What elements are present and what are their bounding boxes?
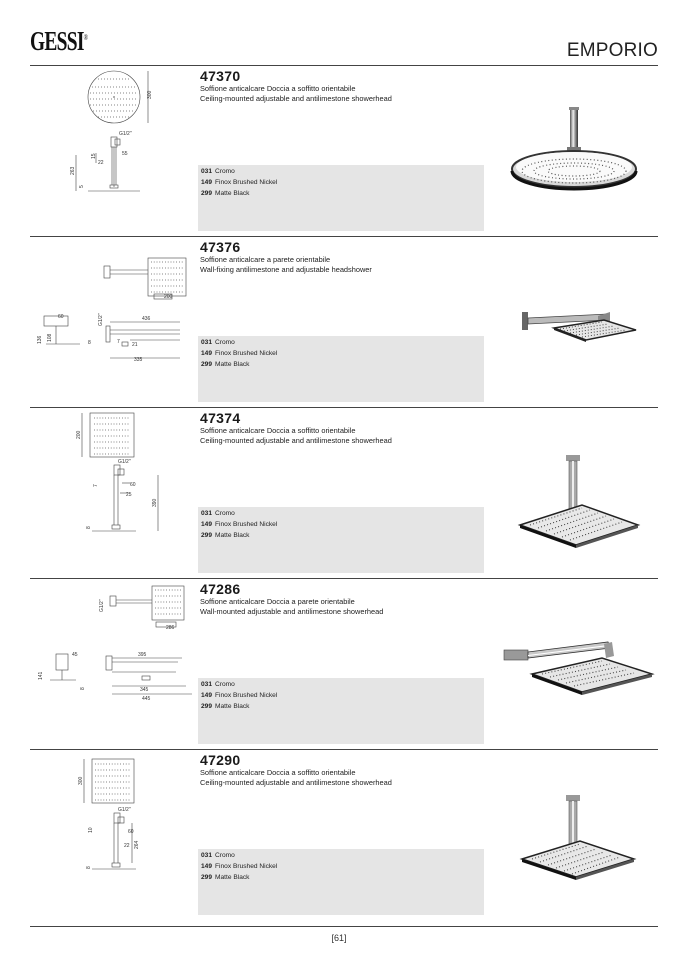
dim-label: 8 (86, 866, 92, 869)
dim-label: 60 (130, 482, 136, 488)
nozzle-pattern (155, 590, 181, 614)
finish-item: 031 Cromo (201, 681, 235, 688)
dim-label: 45 (72, 652, 78, 658)
product-photo (498, 429, 658, 569)
finish-item: 299 Matte Black (201, 874, 250, 881)
product-code: 47370 (200, 68, 241, 84)
description-english: Wall-fixing antilimestone and adjustable headshower (200, 265, 372, 274)
finish-item: 299 Matte Black (201, 532, 250, 539)
dim-label: 286 (166, 625, 175, 631)
collection-title: EMPORIO (566, 40, 658, 61)
product-code: 47374 (200, 410, 241, 426)
finish-item: 031 Cromo (201, 852, 235, 859)
nozzle-pattern (95, 764, 131, 800)
product-47290 (30, 751, 658, 922)
brand-name: GESSI (30, 26, 84, 56)
dim-label: 60 (128, 829, 134, 835)
nozzle-pattern (151, 262, 183, 292)
brand-logo (30, 26, 87, 57)
divider (30, 926, 658, 927)
page-number: [61] (331, 933, 347, 943)
finish-item: 149 Finox Brushed Nickel (201, 521, 278, 528)
finish-item: 149 Finox Brushed Nickel (201, 179, 278, 186)
dim-label: 436 (142, 316, 151, 322)
finish-item: 299 Matte Black (201, 190, 250, 197)
product-code: 47286 (200, 581, 241, 597)
product-code: 47376 (200, 239, 241, 255)
nozzle-pattern (90, 79, 138, 117)
dim-label: 264 (134, 840, 140, 849)
dim-label: G1/2" (118, 807, 131, 813)
dim-label: 200 (76, 430, 82, 439)
description-italian: Soffione anticalcare a parete orientabile (200, 255, 331, 264)
dim-label: 445 (142, 696, 151, 702)
dim-label: 8 (86, 526, 92, 529)
dim-label: 7 (93, 484, 99, 487)
dim-label: 300 (78, 776, 84, 785)
finishes-box (198, 165, 484, 231)
description-english: Ceiling-mounted adjustable and antilimestone showerhead (200, 778, 392, 787)
product-photo (498, 771, 658, 911)
divider (30, 65, 658, 66)
product-47374 (30, 409, 658, 580)
finishes-box (198, 849, 484, 915)
dim-label: 8 (88, 340, 91, 346)
dim-label: 5 (79, 185, 85, 188)
finish-item: 149 Finox Brushed Nickel (201, 692, 278, 699)
dim-label: 141 (38, 671, 44, 680)
product-47286 (30, 580, 658, 751)
trademark-symbol: ® (83, 33, 88, 42)
finishes-box (198, 336, 484, 402)
finish-item: 031 Cromo (201, 339, 235, 346)
dim-label: 25 (126, 492, 132, 498)
dim-label: 21 (132, 342, 138, 348)
product-photo (498, 87, 658, 227)
description-italian: Soffione anticalcare Doccia a soffitto orientabile (200, 84, 356, 93)
description-italian: Soffione anticalcare Doccia a soffitto orientabile (200, 426, 356, 435)
technical-drawing (30, 409, 198, 580)
dim-label: G1/2" (98, 313, 104, 326)
product-47370 (30, 67, 658, 238)
dim-label: G1/2" (118, 459, 131, 465)
technical-drawing (30, 580, 198, 751)
dim-label: 60 (58, 314, 64, 320)
dim-label: 55 (122, 151, 128, 157)
description-english: Wall-mounted adjustable and antilimestone showerhead (200, 607, 384, 616)
description-italian: Soffione anticalcare Doccia a soffitto orientabile (200, 768, 356, 777)
finish-item: 299 Matte Black (201, 361, 250, 368)
dim-label: G1/2" (99, 599, 105, 612)
product-code: 47290 (200, 752, 241, 768)
nozzle-pattern (94, 418, 130, 454)
finish-item: 031 Cromo (201, 510, 235, 517)
product-47376 (30, 238, 658, 409)
dim-label: 8 (80, 687, 86, 690)
dim-label: 7 (117, 339, 120, 345)
technical-drawing (30, 238, 198, 409)
divider (30, 407, 658, 408)
product-photo (498, 258, 658, 398)
product-photo (498, 600, 658, 740)
dim-label: 263 (70, 166, 76, 175)
dim-label: 300 (147, 90, 153, 99)
dim-label: 22 (98, 160, 104, 166)
dim-label: 335 (134, 357, 143, 363)
dim-label: 10 (88, 827, 94, 833)
dim-label: 136 (37, 335, 43, 344)
finish-item: 031 Cromo (201, 168, 235, 175)
finishes-box (198, 678, 484, 744)
dim-label: 345 (140, 687, 149, 693)
divider (30, 749, 658, 750)
technical-drawing (30, 751, 198, 922)
description-english: Ceiling-mounted adjustable and antilimestone showerhead (200, 436, 392, 445)
dim-label: 395 (138, 652, 147, 658)
description-english: Ceiling-mounted adjustable and antilimestone showerhead (200, 94, 392, 103)
divider (30, 578, 658, 579)
technical-drawing (30, 67, 198, 238)
description-italian: Soffione anticalcare Doccia a parete orientabile (200, 597, 355, 606)
dim-label: 200 (164, 294, 173, 300)
dim-label: G1/2" (119, 131, 132, 137)
dim-label: 108 (47, 333, 53, 342)
divider (30, 236, 658, 237)
dim-label: 390 (152, 498, 158, 507)
finish-item: 149 Finox Brushed Nickel (201, 863, 278, 870)
finish-item: 149 Finox Brushed Nickel (201, 350, 278, 357)
dim-label: 22 (124, 843, 130, 849)
finish-item: 299 Matte Black (201, 703, 250, 710)
dim-label: 15 (91, 153, 97, 159)
finishes-box (198, 507, 484, 573)
